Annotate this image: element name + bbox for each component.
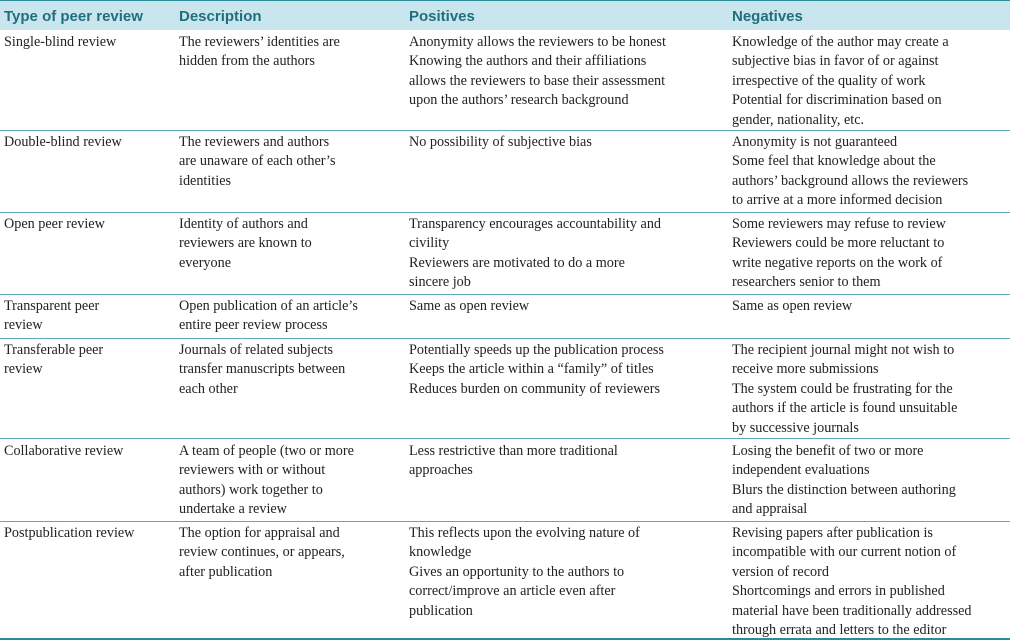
- cell-positives: [409, 297, 529, 316]
- cell-line: The reviewers and authors: [179, 134, 330, 150]
- row-divider: [0, 294, 1010, 295]
- cell-negatives: [732, 341, 957, 438]
- cell-line: approaches: [409, 462, 473, 479]
- cell-type: [4, 297, 99, 336]
- cell-line: Gives an opportunity to the authors to: [409, 563, 625, 580]
- cell-line: Knowing the authors and their affiliations: [409, 53, 647, 70]
- cell-description: [179, 133, 336, 191]
- cell-line: researchers senior to them: [732, 274, 881, 291]
- cell-type: [4, 33, 116, 52]
- cell-line: to arrive at a more informed decision: [732, 192, 943, 209]
- cell-line: upon the authors’ research background: [409, 92, 629, 109]
- cell-line: allows the reviewers to base their assessment: [409, 72, 666, 89]
- cell-line: everyone: [179, 254, 231, 271]
- cell-line: The reviewers’ identities are: [179, 34, 340, 50]
- cell-line: are unaware of each other’s: [179, 153, 336, 170]
- cell-negatives: [732, 524, 972, 640]
- cell-line: Transferable peer: [4, 342, 104, 358]
- cell-line: irrespective of the quality of work: [732, 72, 926, 89]
- cell-line: Keeps the article within a “family” of titles: [409, 361, 654, 378]
- cell-line: Single-blind review: [4, 34, 117, 50]
- cell-positives: [409, 215, 661, 293]
- cell-negatives: [732, 33, 949, 130]
- cell-type: [4, 133, 122, 152]
- row-divider: [0, 338, 1010, 339]
- cell-line: gender, nationality, etc.: [732, 111, 865, 128]
- row-divider: [0, 212, 1010, 213]
- cell-line: sincere job: [409, 274, 471, 291]
- cell-line: Some reviewers may refuse to review: [732, 216, 946, 232]
- cell-line: Reviewers could be more reluctant to: [732, 235, 945, 252]
- cell-line: authors’ background allows the reviewers: [732, 172, 969, 189]
- cell-line: reviewers are known to: [179, 235, 312, 252]
- header-positives: Positives: [409, 8, 475, 25]
- cell-line: publication: [409, 602, 473, 619]
- cell-negatives: [732, 215, 946, 293]
- cell-line: Reviewers are motivated to do a more: [409, 254, 625, 271]
- cell-line: Less restrictive than more traditional: [409, 443, 618, 459]
- cell-type: [4, 442, 123, 461]
- cell-line: No possibility of subjective bias: [409, 134, 592, 150]
- cell-line: Potentially speeds up the publication process: [409, 342, 664, 358]
- cell-line: Blurs the distinction between authoring: [732, 481, 956, 498]
- cell-description: [179, 524, 345, 582]
- row-divider: [0, 521, 1010, 522]
- cell-line: and appraisal: [732, 501, 808, 518]
- cell-line: Losing the benefit of two or more: [732, 443, 924, 459]
- header-type: Type of peer review: [4, 8, 143, 25]
- cell-description: [179, 215, 312, 273]
- cell-type: [4, 215, 105, 234]
- cell-line: Same as open review: [409, 298, 530, 314]
- cell-line: authors if the article is found unsuitable: [732, 400, 958, 417]
- cell-line: Collaborative review: [4, 443, 124, 459]
- cell-line: civility: [409, 235, 450, 252]
- cell-line: A team of people (two or more: [179, 443, 354, 459]
- cell-line: each other: [179, 380, 238, 397]
- cell-positives: [409, 442, 618, 481]
- cell-line: entire peer review process: [179, 317, 328, 334]
- cell-line: The system could be frustrating for the: [732, 380, 953, 397]
- cell-line: Potential for discrimination based on: [732, 92, 942, 109]
- cell-negatives: [732, 442, 956, 520]
- cell-line: correct/improve an article even after: [409, 583, 616, 600]
- cell-line: version of record: [732, 563, 829, 580]
- cell-line: receive more submissions: [732, 361, 879, 378]
- cell-line: subjective bias in favor of or against: [732, 53, 939, 70]
- cell-line: after publication: [179, 563, 273, 580]
- cell-line: Open publication of an article’s: [179, 298, 358, 314]
- cell-line: identities: [179, 172, 232, 189]
- cell-line: write negative reports on the work of: [732, 254, 943, 271]
- cell-line: incompatible with our current notion of: [732, 544, 957, 561]
- cell-line: This reflects upon the evolving nature of: [409, 525, 640, 541]
- cell-line: review: [4, 317, 43, 334]
- cell-line: through errata and letters to the editor: [732, 622, 947, 639]
- cell-positives: [409, 341, 664, 399]
- cell-line: authors) work together to: [179, 481, 323, 498]
- cell-line: by successive journals: [732, 419, 859, 436]
- cell-positives: [409, 524, 640, 621]
- cell-negatives: [732, 133, 968, 211]
- cell-line: Postpublication review: [4, 525, 135, 541]
- cell-description: [179, 341, 345, 399]
- cell-line: Shortcomings and errors in published: [732, 583, 945, 600]
- cell-line: review: [4, 361, 43, 378]
- row-divider: [0, 438, 1010, 439]
- header-description: Description: [179, 8, 262, 25]
- cell-line: Open peer review: [4, 216, 105, 232]
- cell-line: undertake a review: [179, 501, 287, 518]
- cell-description: [179, 33, 340, 72]
- cell-line: Journals of related subjects: [179, 342, 334, 358]
- cell-positives: [409, 33, 666, 111]
- cell-line: material have been traditionally addressed: [732, 602, 972, 619]
- cell-line: Same as open review: [732, 298, 853, 314]
- cell-description: [179, 442, 354, 520]
- cell-line: review continues, or appears,: [179, 544, 345, 561]
- header-negatives: Negatives: [732, 8, 803, 25]
- cell-line: knowledge: [409, 544, 472, 561]
- cell-line: Knowledge of the author may create a: [732, 34, 949, 50]
- cell-line: reviewers with or without: [179, 462, 326, 479]
- cell-line: Transparency encourages accountability and: [409, 216, 662, 232]
- cell-line: Anonymity allows the reviewers to be honest: [409, 34, 666, 50]
- cell-line: transfer manuscripts between: [179, 361, 346, 378]
- cell-line: independent evaluations: [732, 462, 870, 479]
- cell-line: Identity of authors and: [179, 216, 308, 232]
- cell-line: Some feel that knowledge about the: [732, 153, 936, 170]
- cell-line: Double-blind review: [4, 134, 122, 150]
- cell-line: Revising papers after publication is: [732, 525, 933, 541]
- cell-positives: [409, 133, 592, 152]
- cell-line: Reduces burden on community of reviewers: [409, 380, 660, 397]
- cell-line: Anonymity is not guaranteed: [732, 134, 898, 150]
- cell-negatives: [732, 297, 852, 316]
- cell-type: [4, 341, 103, 380]
- cell-line: Transparent peer: [4, 298, 100, 314]
- cell-line: The recipient journal might not wish to: [732, 342, 955, 358]
- row-divider: [0, 130, 1010, 131]
- cell-type: [4, 524, 134, 543]
- table-bottom-rule: [0, 638, 1010, 640]
- cell-line: hidden from the authors: [179, 53, 315, 70]
- table-header: [0, 0, 1010, 30]
- cell-line: The option for appraisal and: [179, 525, 340, 541]
- cell-description: [179, 297, 358, 336]
